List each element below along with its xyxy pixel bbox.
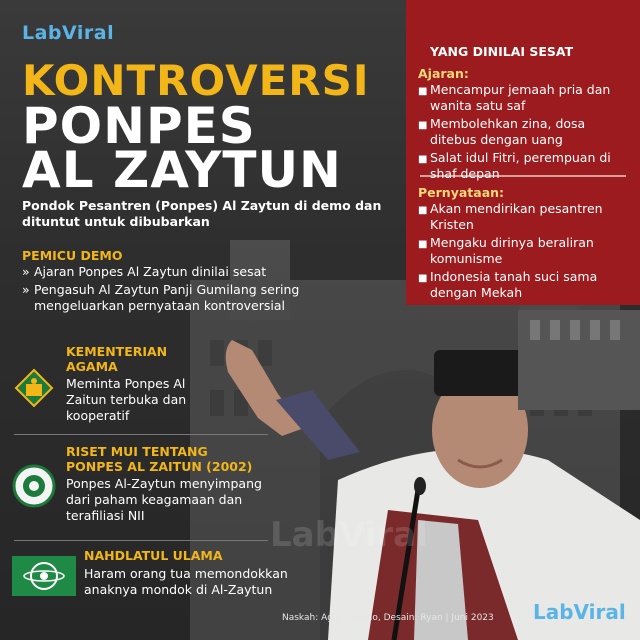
riset-mui-heading: RISET MUI TENTANG PONPES AL ZAITUN (2002) <box>66 444 253 474</box>
square-bullet-icon: ■ <box>418 205 428 216</box>
square-bullet-icon: ■ <box>418 239 428 250</box>
ajaran-item-text: Membolehkan zina, dosa ditebus dengan uang <box>430 116 586 147</box>
square-bullet-icon: ■ <box>418 86 428 97</box>
title-line-1: KONTROVERSI <box>22 56 370 105</box>
chevron-marker-icon: » <box>22 264 30 279</box>
labviral-logo-bottom: LabViral <box>533 600 626 624</box>
kementerian-agama-body: Meminta Ponpes Al Zaitun terbuka dan kooperatif <box>66 376 187 423</box>
chevron-marker-icon: » <box>22 282 30 297</box>
pernyataan-list <box>418 201 630 303</box>
list-item <box>22 264 332 280</box>
list-item <box>418 269 630 301</box>
yang-dinilai-sesat-heading: YANG DINILAI SESAT <box>430 44 574 59</box>
title-line-3: AL ZAYTUN <box>22 141 342 199</box>
ajaran-heading: Ajaran: <box>418 66 469 81</box>
labviral-logo-top: LabViral <box>22 22 115 44</box>
riset-mui-body: Ponpes Al-Zaytun menyimpang dari paham keagamaan dan terafiliasi NII <box>66 476 262 523</box>
ajaran-item-text: Mencampur jemaah pria dan wanita satu saf <box>430 82 611 113</box>
ajaran-list <box>418 82 630 184</box>
subtitle: Pondok Pesantren (Ponpes) Al Zaytun di demo dan dituntut untuk dibubarkan <box>22 198 382 229</box>
kementerian-agama-emblem-icon <box>14 368 54 408</box>
nahdlatul-ulama-body: Haram orang tua memondokkan anaknya mondok di Al-Zaytun <box>84 566 288 597</box>
pemicu-demo-heading: PEMICU DEMO <box>22 248 123 263</box>
list-item <box>418 201 630 233</box>
labviral-watermark: LabViral <box>270 515 428 555</box>
credit-line: Naskah: Agus Surono, Desain: Ryan | Juni 2023 <box>282 613 494 623</box>
square-bullet-icon: ■ <box>418 154 428 165</box>
list-item <box>418 150 630 182</box>
list-item <box>418 82 630 114</box>
pemicu-demo-list <box>22 264 332 316</box>
speaker-photo <box>218 310 640 640</box>
pernyataan-heading: Pernyataan: <box>418 185 505 200</box>
list-item <box>418 116 630 148</box>
pemicu-item-text: Ajaran Ponpes Al Zaytun dinilai sesat <box>34 264 267 279</box>
square-bullet-icon: ■ <box>418 120 428 131</box>
kementerian-agama-heading: KEMENTERIAN AGAMA <box>66 344 168 374</box>
pernyataan-item-text: Indonesia tanah suci sama dengan Mekah <box>430 269 598 300</box>
title-line-2: PONPES <box>22 97 256 155</box>
list-item <box>418 235 630 267</box>
square-bullet-icon: ■ <box>418 273 428 284</box>
mui-emblem-icon <box>12 464 56 508</box>
nahdlatul-ulama-heading: NAHDLATUL ULAMA <box>84 548 223 563</box>
nahdlatul-ulama-emblem-icon <box>12 556 76 596</box>
ajaran-item-text: Salat idul Fitri, perempuan di shaf depan <box>430 150 611 181</box>
pemicu-item-text: Pengasuh Al Zaytun Panji Gumilang sering mengeluarkan pernyataan kontroversial <box>34 282 300 313</box>
pernyataan-item-text: Akan mendirikan pesantren Kristen <box>430 201 603 232</box>
pernyataan-item-text: Mengaku dirinya beraliran komunisme <box>430 235 594 266</box>
